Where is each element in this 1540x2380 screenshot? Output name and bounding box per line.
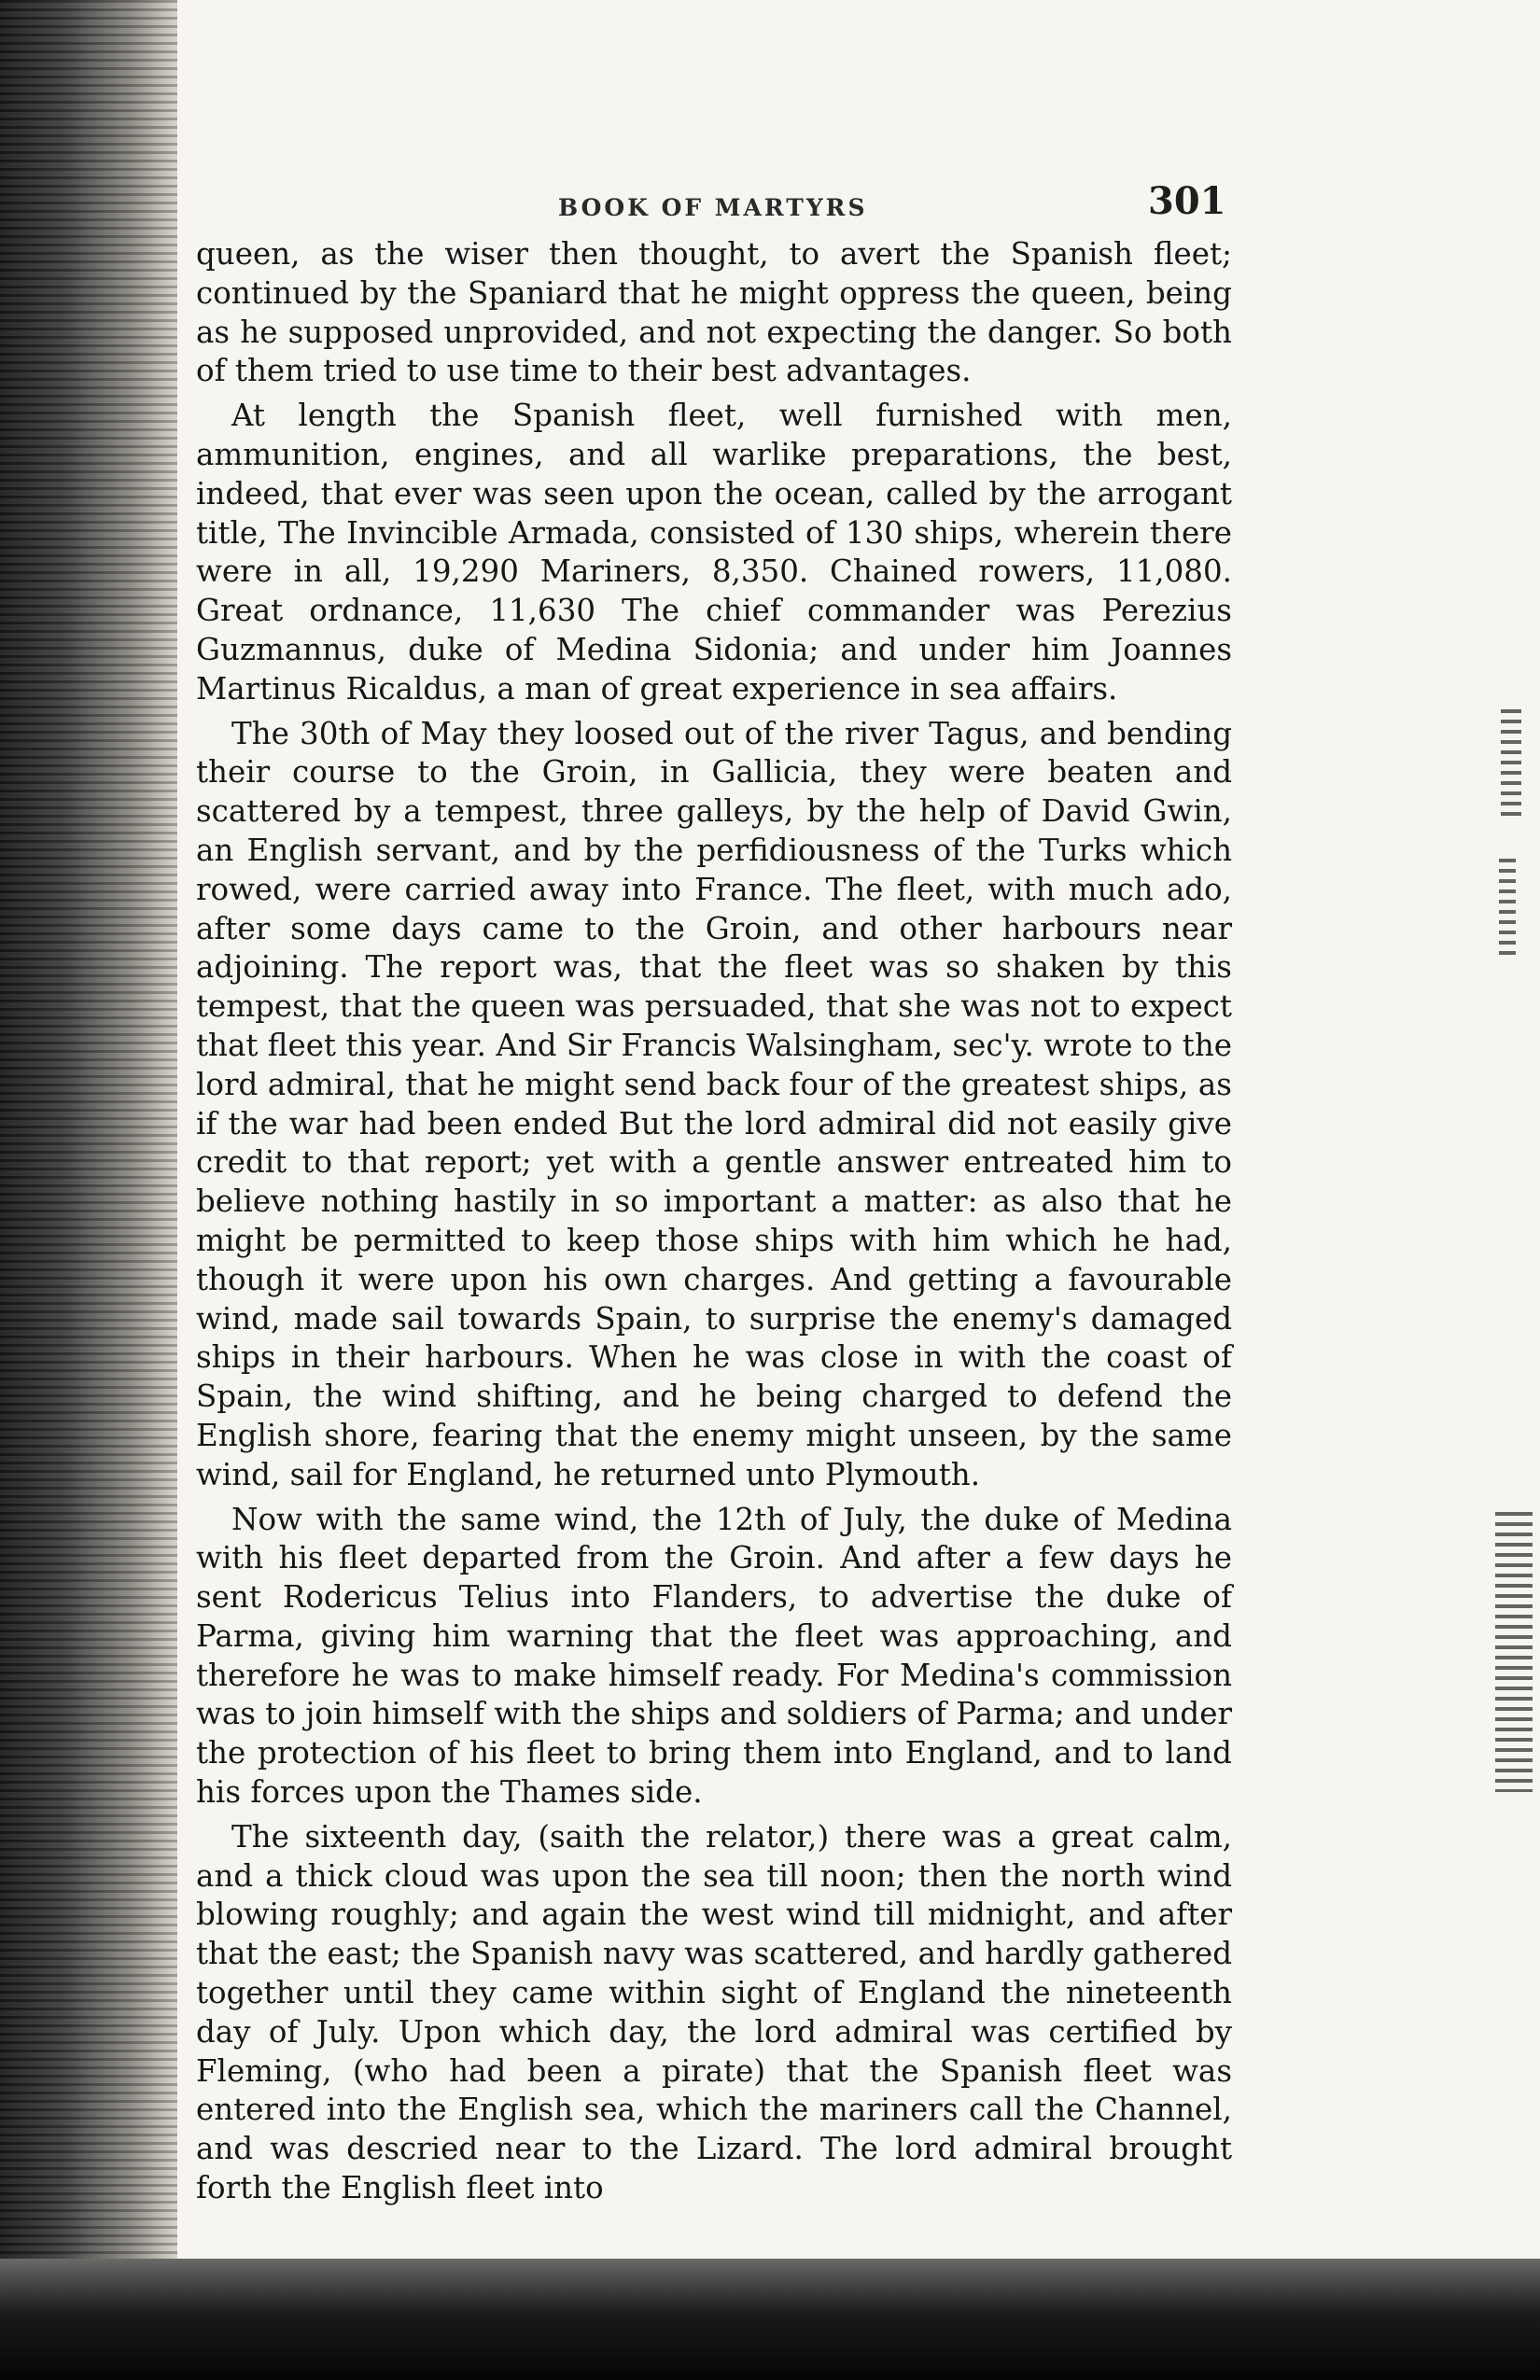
binding-texture [0, 0, 177, 2380]
paragraph: At length the Spanish fleet, well furnished with men, ammunition, engines, and all warlike preparations, the best, indeed, that ever was seen upon the ocean, called by the arrogant title, The Invincible Armada, consisted of 130 ships, wherein there were in all, 19,290 Mariners, 8,350. Chained rowers, 11,080. Great ordnance, 11,630 The chief commander was Perezius Guzmannus, duke of Medina Sidonia; and under him Joannes Martinus Ricaldus, a man of great experience in sea affairs. [196, 398, 1232, 707]
margin-speckle [1495, 1512, 1533, 1792]
paragraph: Now with the same wind, the 12th of July, the duke of Medina with his fleet departed from the Groin. And after a few days he sent Rodericus Telius into Flanders, to advertise the duke of Parma, giving him warning that the fleet was approaching, and therefore he was to make himself ready. For Medina's commission was to join himself with the ships and soldiers of Parma; and under the protection of his fleet to bring them into England, and to land his forces upon the Thames side. [196, 1501, 1232, 1811]
paragraph: The sixteenth day, (saith the relator,) there was a great calm, and a thick cloud was upon the sea till noon; then the north wind blowing roughly; and again the west wind till midnight, and after that the east; the Spanish navy was scattered, and hardly gathered together until they came within sight of England the nineteenth day of July. Upon which day, the lord admiral was certified by Fleming, (who had been a pirate) that the Spanish fleet was entered into the English sea, which the mariners call the Channel, and was descried near to the Lizard. The lord admiral brought forth the English fleet into [196, 1818, 1232, 2206]
page-number: 301 [1148, 179, 1226, 223]
body-text [196, 235, 1232, 2214]
running-title: BOOK OF MARTYRS [558, 194, 868, 221]
margin-speckle [1501, 709, 1521, 821]
book-binding-shadow [0, 0, 177, 2380]
page-header [177, 179, 1540, 235]
paragraph: queen, as the wiser then thought, to avert the Spanish fleet; continued by the Spaniard that he might oppress the queen, being as he supposed unprovided, and not expecting the danger. So both of them tried to use time to their best advantages. [196, 236, 1232, 389]
scanned-page [177, 0, 1540, 2259]
margin-speckle [1499, 859, 1516, 961]
paragraph: The 30th of May they loosed out of the river Tagus, and bending their course to the Groin, in Gallicia, they were beaten and scattered by a tempest, three galleys, by the help of David Gwin, an English servant, and by the perfidiousness of the Turks which rowed, were carried away into France. The fleet, with much ado, after some days came to the Groin, and other harbours near adjoining. The report was, that the fleet was so shaken by this tempest, that the queen was persuaded, that she was not to expect that fleet this year. And Sir Francis Walsingham, sec'y. wrote to the lord admiral, that he might send back four of the greatest ships, as if the war had been ended But the lord admiral did not easily give credit to that report; yet with a gentle answer entreated him to believe nothing hastily in so important a matter: as also that he might be permitted to keep those ships with him which he had, though it were upon his own charges. And getting a favourable wind, made sail towards Spain, to surprise the enemy's damaged ships in their harbours. When he was close in with the coast of Spain, the wind shifting, and he being charged to defend the English shore, fearing that the enemy might unseen, by the same wind, sail for England, he returned unto Plymouth. [196, 715, 1232, 1492]
scan-bottom-shadow [0, 2259, 1540, 2380]
